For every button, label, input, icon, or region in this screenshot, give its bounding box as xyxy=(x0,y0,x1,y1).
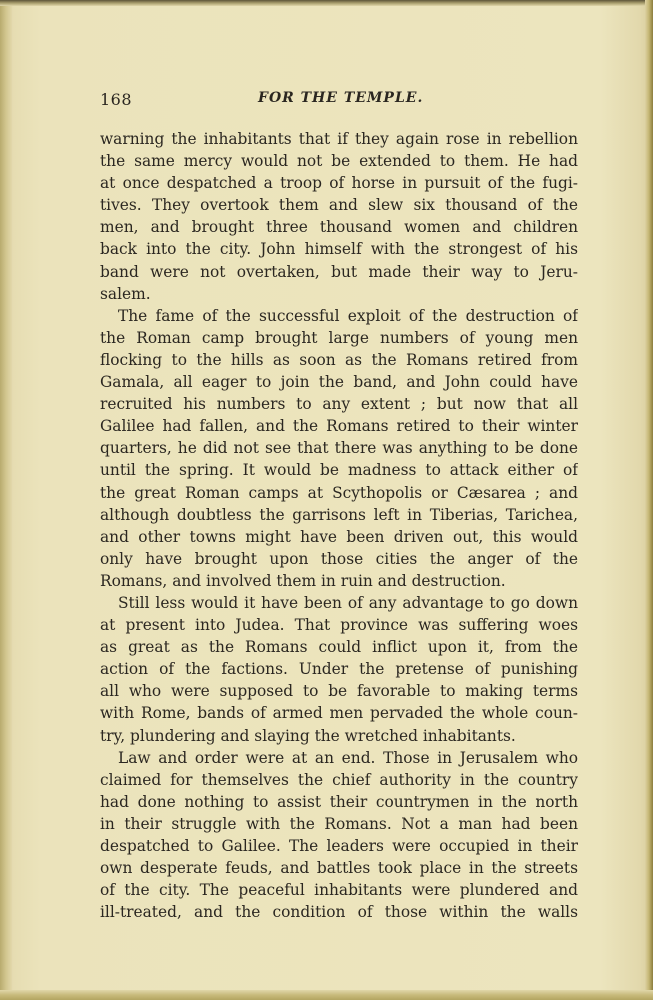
text-line: only have brought upon those cities the anger of the xyxy=(100,549,578,568)
text-line: salem. xyxy=(100,284,151,303)
text-line: warning the inhabitants that if they again rose in rebellion xyxy=(100,130,578,148)
text-line: with Rome, bands of armed men pervaded the whole coun- xyxy=(100,704,578,723)
text-line: flocking to the hills as soon as the Romans retired from xyxy=(100,350,578,369)
text-line: all who were supposed to be favorable to making terms xyxy=(100,682,578,701)
page-number: 168 xyxy=(100,90,133,109)
text-line: claimed for themselves the chief authority in the country xyxy=(100,770,578,789)
page-top-edge xyxy=(0,0,653,6)
text-line: the same mercy would not be extended to them. He had xyxy=(100,152,578,171)
text-line: the great Roman camps at Scythopolis or Cæsarea ; and xyxy=(100,483,578,502)
text-line: until the spring. It would be madness to attack either of xyxy=(100,461,578,480)
text-line: at once despatched a troop of horse in pursuit of the fugi- xyxy=(100,174,578,193)
text-line: recruited his numbers to any extent ; but now that all xyxy=(100,395,578,414)
text-line: band were not overtaken, but made their way to Jeru- xyxy=(100,262,578,281)
body-text xyxy=(100,128,578,923)
text-line: the Roman camp brought large numbers of young men xyxy=(100,328,578,347)
text-line: Gamala, all eager to join the band, and John could have xyxy=(100,373,578,392)
text-line: men, and brought three thousand women and children xyxy=(100,218,578,237)
text-line: quarters, he did not see that there was anything to be done xyxy=(100,439,578,458)
text-line: own desperate feuds, and battles took place in the streets xyxy=(100,859,578,878)
page-header xyxy=(100,90,578,114)
text-line: of the city. The peaceful inhabitants were plundered and xyxy=(100,881,578,900)
text-line: Romans, and involved them in ruin and destruction. xyxy=(100,571,506,590)
text-line: as great as the Romans could inflict upon it, from the xyxy=(100,638,578,657)
text-line: ill-treated, and the condition of those within the walls xyxy=(100,903,578,922)
text-line: tives. They overtook them and slew six thousand of the xyxy=(100,196,578,215)
text-line: action of the factions. Under the pretense of punishing xyxy=(100,660,578,679)
text-line: despatched to Galilee. The leaders were occupied in their xyxy=(100,837,578,855)
text-line: Still less would it have been of any advantage to go down xyxy=(118,593,578,612)
page-right-edge xyxy=(645,0,653,1000)
text-line: The fame of the successful exploit of the destruction of xyxy=(118,306,578,325)
text-line: try, plundering and slaying the wretched inhabitants. xyxy=(100,726,516,745)
text-line: although doubtless the garrisons left in Tiberias, Tarichea, xyxy=(100,505,578,524)
text-line: back into the city. John himself with the strongest of his xyxy=(100,240,578,259)
text-line: in their struggle with the Romans. Not a man had been xyxy=(100,814,578,833)
running-title: FOR THE TEMPLE. xyxy=(258,90,424,106)
page-binding-shadow xyxy=(0,0,12,1000)
text-line: and other towns might have been driven out, this would xyxy=(100,527,578,546)
text-line: Galilee had fallen, and the Romans retired to their winter xyxy=(100,417,578,436)
text-line: had done nothing to assist their countrymen in the north xyxy=(100,792,578,811)
text-line: Law and order were at an end. Those in Jerusalem who xyxy=(118,748,578,767)
text-line: at present into Judea. That province was suffering woes xyxy=(100,616,578,635)
page-bottom-edge xyxy=(0,990,653,1000)
